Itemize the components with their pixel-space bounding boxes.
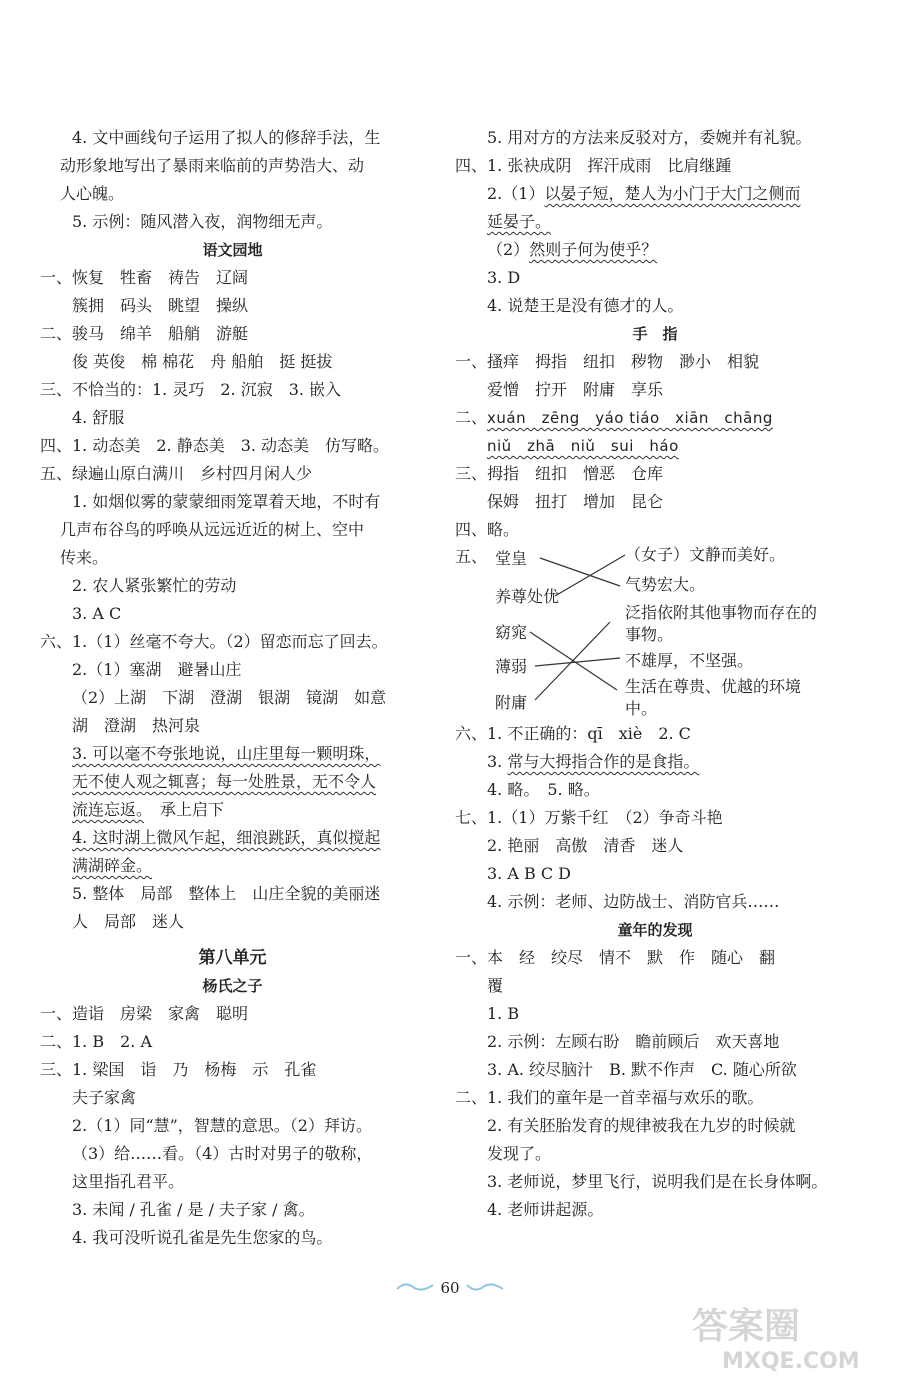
- answer-line: 动形象地写出了暴雨来临前的声势浩大、动: [60, 156, 365, 175]
- answer-line: 覆: [487, 976, 504, 995]
- answer-line: 5. 用对方的方法来反驳对方，委婉并有礼貌。: [487, 128, 812, 147]
- answer-line: 一、本 经 绞尽 情不 默 作 随心 翻: [455, 948, 776, 967]
- answer-line: 湖 澄湖 热河泉: [72, 716, 201, 735]
- answer-line: 一、造诣 房梁 家禽 聪明: [40, 1004, 249, 1023]
- answer-line: 5. 整体 局部 整体上 山庄全貌的美丽迷: [72, 884, 381, 903]
- answer-line: 六、1. 不正确的：qī xiè 2. C: [455, 724, 691, 743]
- wavy-underline-text: 4. 这时湖上微风乍起，细浪跳跃，真似搅起: [72, 828, 381, 847]
- answer-line: 四、1. 动态美 2. 静态美 3. 动态美 仿写略。: [40, 436, 390, 455]
- answer-line: 人心魄。: [60, 184, 125, 203]
- unit-heading: 第八单元: [198, 948, 267, 968]
- match-definition: 气势宏大。: [625, 575, 706, 594]
- wavy-underline-text: 然则子何为使乎？: [529, 240, 658, 259]
- page-footer: [0, 1278, 900, 1297]
- answer-line: 2. 农人紧张繁忙的劳动: [72, 576, 237, 595]
- answer-line: 2. 艳丽 高傲 清香 迷人: [487, 836, 684, 855]
- match-definition: 泛指依附其他事物而存在的事物。: [625, 603, 818, 644]
- match-definition: 不雄厚，不坚强。: [625, 651, 754, 670]
- pinyin-text: xuán zēng yáo tiáo xiān chāng: [487, 409, 773, 427]
- answer-line: 三、拇指 纽扣 憎恶 仓库: [455, 464, 664, 483]
- answer-line: 发现了。: [487, 1144, 552, 1163]
- pinyin-line: [455, 432, 855, 460]
- wavy-underline-text: 3. 可以毫不夸张地说，山庄里每一颗明珠，: [72, 744, 381, 763]
- wavy-underline-text: 满湖碎金。: [72, 856, 153, 875]
- answer-line: 俊 英俊 棉 棉花 舟 船舶 挺 挺拔: [72, 352, 333, 371]
- match-term: 附庸: [495, 693, 528, 712]
- answer-line: 5. 示例：随风潜入夜，润物细无声。: [72, 212, 333, 231]
- right-column: [455, 124, 855, 1224]
- answer-line: 夫子家禽: [72, 1088, 137, 1107]
- answer-line: 一、恢复 牲畜 祷告 辽阔: [40, 268, 249, 287]
- answer-line: 3. A. 绞尽脑汁 B. 默不作声 C. 随心所欲: [487, 1060, 797, 1079]
- answer-line: 爱憎 拧开 附庸 享乐: [487, 380, 664, 399]
- answer-line: 三、不恰当的：1. 灵巧 2. 沉寂 3. 嵌入: [40, 380, 342, 399]
- wavy-underline-text: 延晏子。: [487, 212, 552, 231]
- answer-line: 4. 舒服: [72, 408, 125, 427]
- underlined-answer-line: [40, 768, 425, 796]
- answer-line: （2）上湖 下湖 澄湖 银湖 镜湖 如意: [72, 688, 387, 707]
- section-heading: 杨氏之子: [202, 977, 263, 995]
- match-term: 窈窕: [495, 623, 528, 642]
- match-definition: 生活在尊贵、优越的环境中。: [625, 677, 802, 718]
- answer-line: 2.（1）同“慧”，智慧的意思。（2）拜访。: [72, 1116, 372, 1135]
- underlined-answer-line: [40, 796, 425, 824]
- answer-line: 3. A B C D: [487, 864, 571, 883]
- answer-line: 3. D: [487, 268, 521, 287]
- answer-line: 二、1. 我们的童年是一首幸福与欢乐的歌。: [455, 1088, 764, 1107]
- answer-line: 五、绿遍山原白满川 乡村四月闲人少: [40, 464, 313, 483]
- page-number: 60: [440, 1279, 460, 1297]
- matching-label: 五、: [455, 547, 488, 566]
- watermark-logo: [682, 1296, 882, 1376]
- answer-line: 几声布谷鸟的呼唤从远远近近的树上、空中: [60, 520, 365, 539]
- left-column: [40, 124, 425, 1252]
- pinyin-text: niǔ zhā niǔ sui háo: [487, 437, 679, 455]
- answer-line: 2.（1）塞湖 避暑山庄: [72, 660, 242, 679]
- underlined-answer-line: [40, 852, 425, 880]
- answer-line: 3. A C: [72, 604, 122, 623]
- answer-line: 保姆 扭打 增加 昆仑: [487, 492, 664, 511]
- answer-line: 二、骏马 绵羊 船艄 游艇: [40, 324, 249, 343]
- underlined-answer-line: [455, 208, 855, 236]
- answer-line: 4. 老师讲起源。: [487, 1200, 604, 1219]
- answer-text: 3.: [487, 752, 508, 771]
- matching-exercise: [455, 544, 855, 720]
- answer-line: 二、1. B 2. A: [40, 1032, 153, 1051]
- answer-line: 3. 未闻 / 孔雀 / 是 / 夫子家 / 禽。: [72, 1200, 315, 1219]
- answer-line: 4. 我可没听说孔雀是先生您家的鸟。: [72, 1228, 333, 1247]
- wavy-underline-text: 无不使人观之辄喜；每一处胜景，无不令人: [72, 772, 377, 791]
- watermark-url: MXQE.COM: [722, 1349, 860, 1374]
- answer-line: 传来。: [60, 548, 109, 567]
- answer-text: 2.（1）: [487, 184, 545, 203]
- answer-line: 四、1. 张袂成阴 挥汗成雨 比肩继踵: [455, 156, 732, 175]
- section-heading: 手 指: [632, 325, 678, 343]
- answer-text: 承上启下: [144, 800, 225, 819]
- answer-line: 1. B: [487, 1004, 520, 1023]
- match-term: 薄弱: [495, 657, 528, 676]
- underlined-answer-line: [40, 740, 425, 768]
- match-term: 堂皇: [495, 549, 528, 568]
- underlined-answer-line: [455, 236, 855, 264]
- answer-line: 四、略。: [455, 520, 520, 539]
- pinyin-line: [455, 404, 855, 432]
- underlined-answer-line: [455, 180, 855, 208]
- match-term: 养尊处优: [495, 587, 560, 606]
- answer-line: （3）给……看。（4）古时对男子的敬称，: [72, 1144, 373, 1163]
- section-heading: 童年的发现: [617, 921, 693, 939]
- answer-line: 2. 示例：左顾右盼 瞻前顾后 欢天喜地: [487, 1032, 780, 1051]
- wave-ornament-icon: [465, 1281, 505, 1297]
- answer-line: 4. 文中画线句子运用了拟人的修辞手法，生: [72, 128, 381, 147]
- answer-line: 七、1.（1）万紫千红 （2）争奇斗艳: [455, 808, 723, 827]
- answer-line: 这里指孔君平。: [72, 1172, 185, 1191]
- answer-line: 4. 略。 5. 略。: [487, 780, 600, 799]
- answer-line: 三、1. 梁国 诣 乃 杨梅 示 孔雀: [40, 1060, 317, 1079]
- answer-line: 1. 如烟似雾的蒙蒙细雨笼罩着天地，不时有: [72, 492, 381, 511]
- wavy-underline-text: 流连忘返。: [72, 800, 145, 819]
- answer-text: （2）: [487, 240, 530, 259]
- underlined-answer-line: [455, 748, 855, 776]
- answer-line: 六、1.（1）丝毫不夸大。（2）留恋而忘了回去。: [40, 632, 388, 651]
- answer-line: 人 局部 迷人: [72, 912, 185, 931]
- wavy-underline-text: 以晏子短，楚人为小门于大门之侧而: [544, 184, 801, 203]
- wavy-underline-text: 常与大拇指合作的是食指。: [507, 752, 700, 771]
- answer-text: 二、: [455, 408, 488, 427]
- answer-line: 2. 有关胚胎发育的规律被我在九岁的时候就: [487, 1116, 796, 1135]
- wave-ornament-icon: [395, 1281, 435, 1297]
- match-definition: （女子）文静而美好。: [625, 545, 786, 564]
- answer-line: 4. 说楚王是没有德才的人。: [487, 296, 684, 315]
- answer-line: 一、搔痒 拇指 纽扣 秽物 渺小 相貌: [455, 352, 760, 371]
- answer-line: 3. 老师说，梦里飞行，说明我们是在长身体啊。: [487, 1172, 828, 1191]
- watermark-text: 答案圈: [692, 1306, 801, 1347]
- underlined-answer-line: [40, 824, 425, 852]
- section-heading: 语文园地: [202, 241, 263, 259]
- answer-line: 4. 示例：老师、边防战士、消防官兵……: [487, 892, 780, 911]
- answer-line: 簇拥 码头 眺望 操纵: [72, 296, 249, 315]
